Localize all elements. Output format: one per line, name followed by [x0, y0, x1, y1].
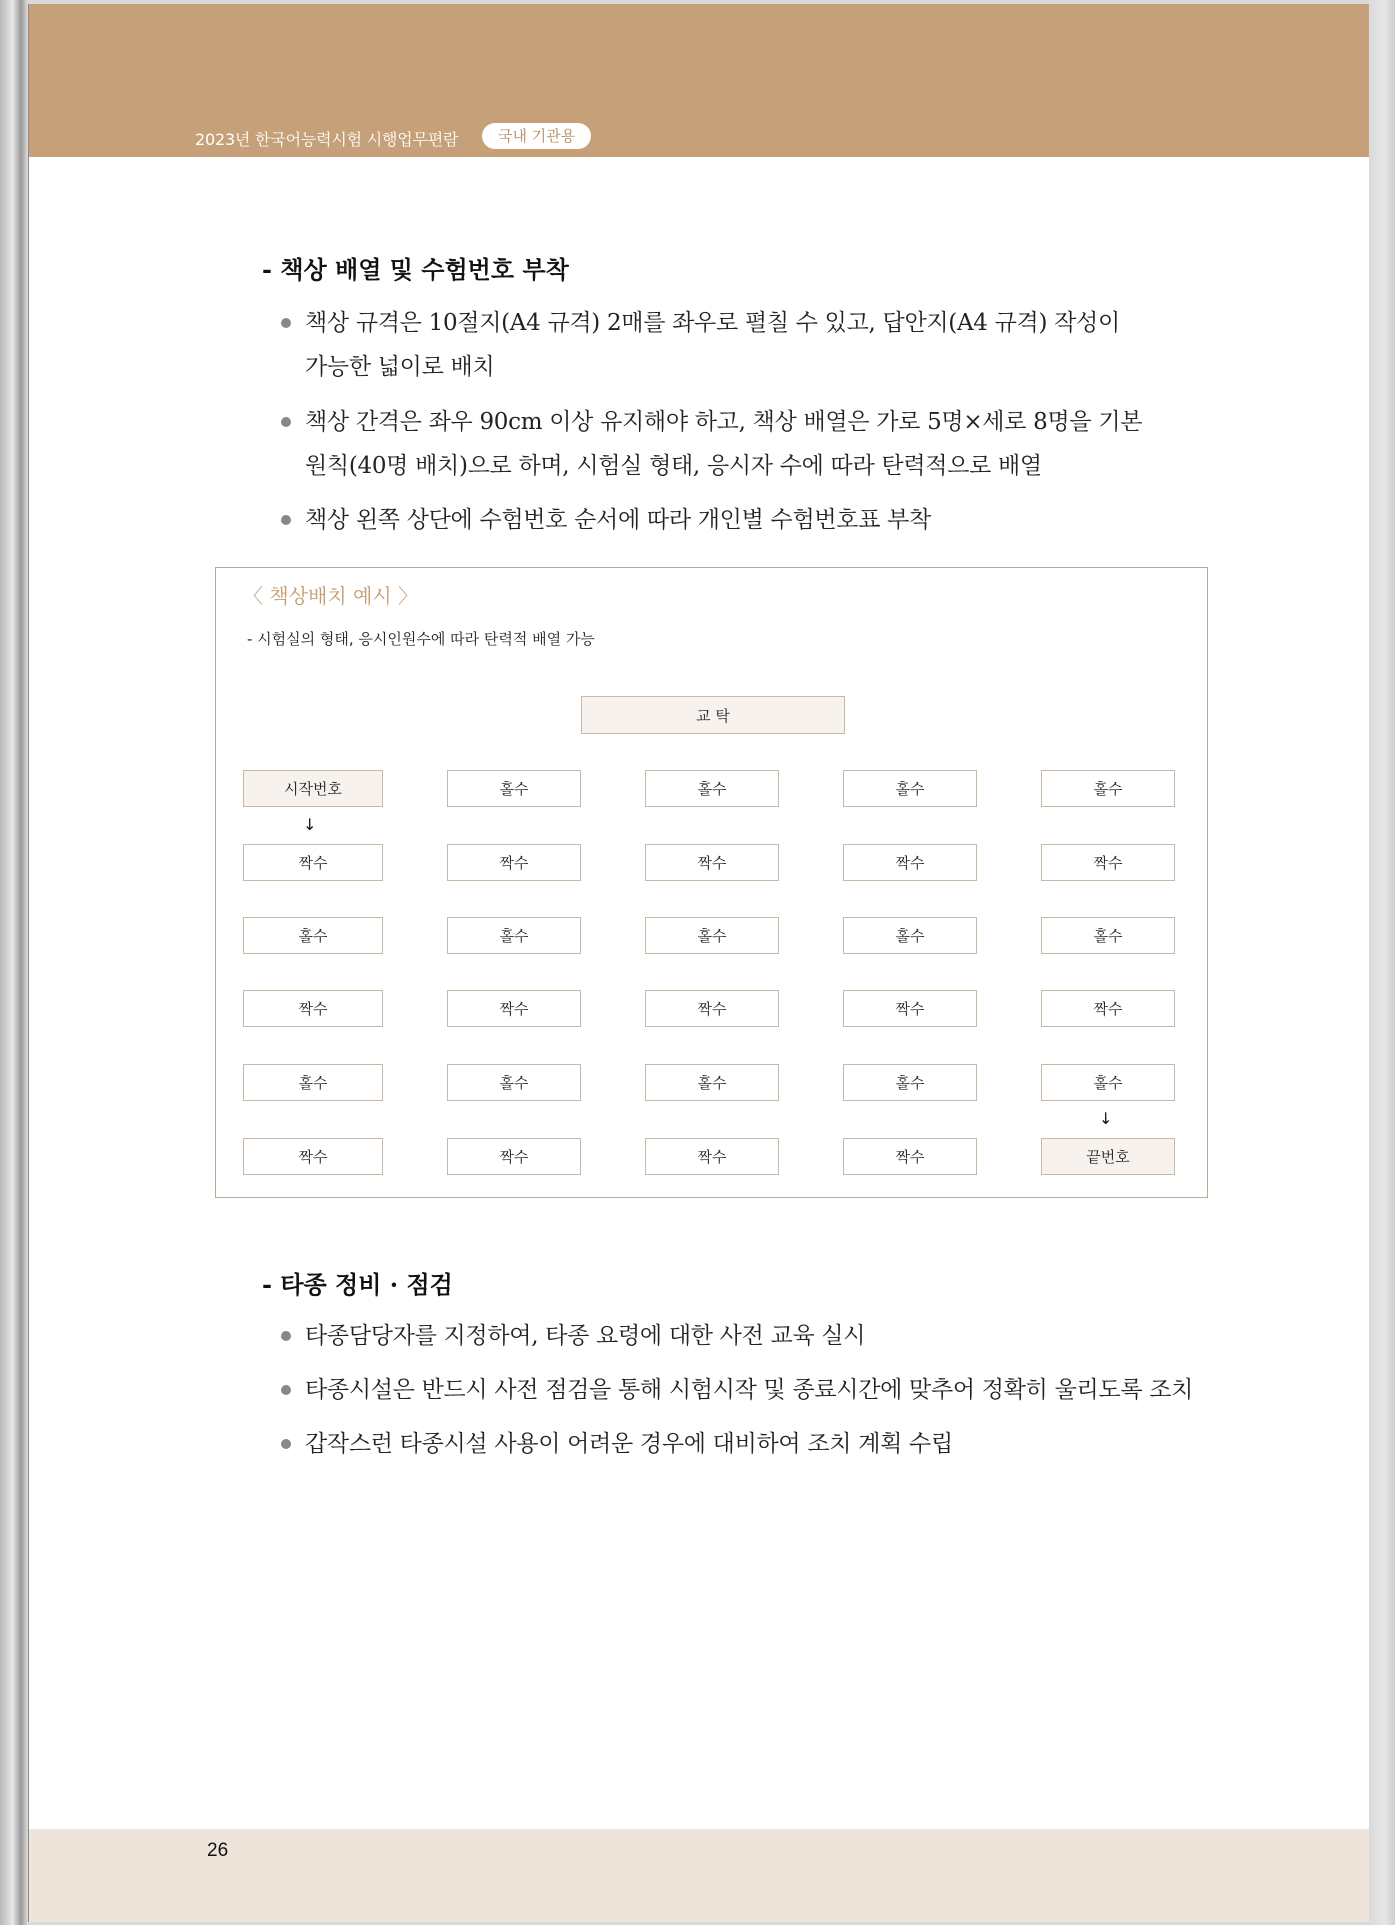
- bullet-line: 책상 왼쪽 상단에 수험번호 순서에 따라 개인별 수험번호표 부착: [305, 507, 931, 533]
- bullet-line: 갑작스런 타종시설 사용이 어려운 경우에 대비하여 조치 계획 수립: [305, 1431, 953, 1457]
- desk-cell: 홀수: [1041, 917, 1175, 954]
- desk-cell: 시작번호: [243, 770, 383, 807]
- bullet-bell-facility: [305, 1368, 1305, 1412]
- page-edge-shadow: [1368, 0, 1395, 1925]
- bullet-dot-icon: [281, 417, 291, 427]
- desk-cell: 짝수: [645, 1138, 779, 1175]
- bullet-line: 책상 간격은 좌우 90cm 이상 유지해야 하고, 책상 배열은 가로 5명×세로 8명을 기본: [305, 409, 1143, 435]
- section-title-bell-check: - 타종 정비 · 점검: [262, 1270, 453, 1299]
- desk-cell: 짝수: [843, 990, 977, 1027]
- desk-cell: 홀수: [843, 917, 977, 954]
- bullet-line: 타종시설은 반드시 사전 점검을 통해 시험시작 및 종료시간에 맞추어 정확히 울리도록 조치: [305, 1377, 1194, 1403]
- header-badge: 국내 기관용: [482, 123, 591, 149]
- bullet-dot-icon: [281, 318, 291, 328]
- section-title-desk-arrangement: - 책상 배열 및 수험번호 부착: [262, 255, 569, 284]
- desk-cell: 홀수: [1041, 770, 1175, 807]
- desk-cell: 홀수: [645, 917, 779, 954]
- desk-cell: 짝수: [447, 1138, 581, 1175]
- book-spine: [0, 0, 28, 1925]
- desk-cell: 홀수: [645, 1064, 779, 1101]
- podium: 교 탁: [581, 696, 845, 734]
- desk-cell: 짝수: [843, 1138, 977, 1175]
- desk-cell: 짝수: [243, 844, 383, 881]
- desk-cell: 홀수: [243, 917, 383, 954]
- bullet-desk-spacing: [305, 400, 1255, 488]
- example-title: 〈 책상배치 예시 〉: [243, 584, 418, 608]
- start-arrow-icon: ↓: [303, 815, 317, 834]
- desk-cell: 홀수: [243, 1064, 383, 1101]
- desk-cell: 짝수: [447, 990, 581, 1027]
- bullet-dot-icon: [281, 1439, 291, 1449]
- desk-cell: 홀수: [447, 917, 581, 954]
- bullet-bell-staff: [305, 1314, 1255, 1358]
- desk-cell: 홀수: [447, 770, 581, 807]
- desk-cell: 짝수: [645, 990, 779, 1027]
- desk-cell: 홀수: [843, 770, 977, 807]
- desk-cell: 짝수: [243, 1138, 383, 1175]
- desk-cell: 짝수: [243, 990, 383, 1027]
- desk-cell: 홀수: [645, 770, 779, 807]
- bullet-desk-size: [305, 301, 1255, 389]
- page: [28, 4, 1369, 1922]
- end-arrow-icon: ↓: [1099, 1109, 1113, 1128]
- desk-cell: 짝수: [1041, 990, 1175, 1027]
- desk-cell: 짝수: [843, 844, 977, 881]
- page-number: 26: [207, 1840, 229, 1861]
- desk-cell: 홀수: [1041, 1064, 1175, 1101]
- bullet-dot-icon: [281, 1331, 291, 1341]
- desk-cell: 짝수: [1041, 844, 1175, 881]
- bullet-line: 타종담당자를 지정하여, 타종 요령에 대한 사전 교육 실시: [305, 1323, 866, 1349]
- bullet-dot-icon: [281, 515, 291, 525]
- header-title: 2023년 한국어능력시험 시행업무편람: [195, 130, 459, 149]
- example-note: - 시험실의 형태, 응시인원수에 따라 탄력적 배열 가능: [247, 630, 595, 648]
- desk-cell: 홀수: [843, 1064, 977, 1101]
- desk-cell: 짝수: [447, 844, 581, 881]
- bullet-number-tag: [305, 498, 1255, 542]
- bullet-line: 가능한 넓이로 배치: [305, 354, 495, 380]
- bullet-dot-icon: [281, 1385, 291, 1395]
- desk-cell: 홀수: [447, 1064, 581, 1101]
- bullet-line: 원칙(40명 배치)으로 하며, 시험실 형태, 응시자 수에 따라 탄력적으로 배열: [305, 453, 1042, 479]
- bullet-line: 책상 규격은 10절지(A4 규격) 2매를 좌우로 펼칠 수 있고, 답안지(A4 규격) 작성이: [305, 310, 1120, 336]
- bullet-bell-contingency: [305, 1422, 1255, 1466]
- desk-cell: 짝수: [645, 844, 779, 881]
- desk-layout-example-box: [215, 567, 1208, 1198]
- footer-band: [29, 1829, 1369, 1922]
- desk-cell: 끝번호: [1041, 1138, 1175, 1175]
